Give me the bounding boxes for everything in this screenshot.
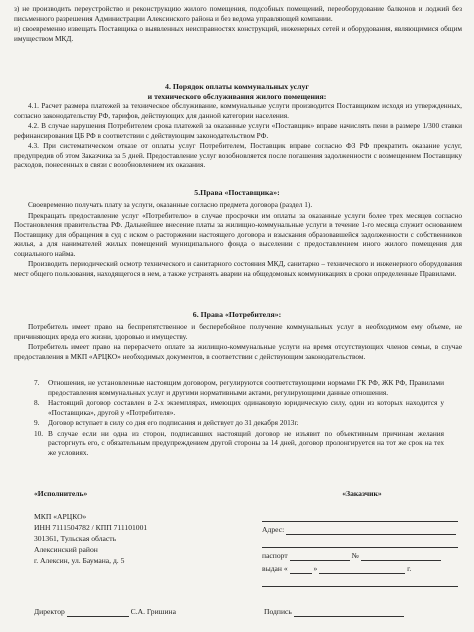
executor-inn: ИНН 7111504782 / КПП 711101001 <box>34 523 148 532</box>
executor-address-line1: 301361, Тульская область <box>34 534 117 543</box>
section5-body <box>14 200 462 279</box>
executor-address-line3: г. Алексин, ул. Баумана, д. 5 <box>34 556 125 565</box>
director-signature-line <box>34 606 254 617</box>
clause-item: 8. Настоящий договор составлен в 2-х экземплярах, имеющих одинаковую юридическую силу, один из которых находится у «Поставщика», другой у «Потребителя». <box>34 398 444 417</box>
customer-address-line <box>262 524 462 537</box>
director-label: Директор <box>34 607 65 616</box>
customer-extra-line <box>262 576 462 589</box>
paragraph-4-2: 4.2. В случае нарушения Потребителем срока платежей за оказанные услуги «Поставщик» вправе начислять пени в размере 1/300 ставки рефинансирования ЦБ РФ в соответствии с действующим законодательством РФ. <box>14 121 462 140</box>
customer-passport-line <box>262 550 462 563</box>
customer-issued-line: выдан « » г. <box>262 564 412 573</box>
executor-address-line2: Алексинский район <box>34 545 98 554</box>
address-label: Адрес: <box>262 525 285 534</box>
paragraph-6-1: Потребитель имеет право на беспрепятственное и бесперебойное получение коммунальных услуг в необходимом ему объеме, не причиняющих вреда его жизни, здоровью и имуществу. <box>14 322 462 341</box>
section4-body <box>14 101 462 171</box>
signature-underline <box>294 608 404 617</box>
clause-item: 9. Договор вступает в силу со дня его подписания и действует до 31 декабря 2013г. <box>34 418 299 427</box>
director-name: С.А. Гришина <box>130 607 176 616</box>
clause-z: з) не производить переустройство и реконструкцию жилого помещения, подсобных помещений, переоборудование балконов и лоджий без письменного разрешения Администрации Алексинского района и без ведома управляющей компании. <box>14 4 462 23</box>
paragraph-4-3: 4.3. При систематическом отказе от оплаты услуг Потребителем, Поставщик вправе согласно ФЗ РФ прекратить оказание услуг, предупредив об этом Заказчика за 5 дней. Предоставление услуг возобновляется после погашения задолженности с возмещением Поставщику расходов, понесенных в связи с возобновлением их оказания. <box>14 141 462 169</box>
signature-underline <box>67 608 129 617</box>
customer-address-line2 <box>262 537 462 550</box>
passport-label: паспорт <box>262 551 288 560</box>
clause-item: 7. Отношения, не установленные настоящим договором, регулируются соответствующими нормами ГК РФ, ЖК РФ, Правилами предоставления коммунальных услуг и другими нормативными актами, регулирующими данные отношения. <box>34 378 444 397</box>
customer-name-line <box>262 511 462 524</box>
customer-block <box>262 488 462 589</box>
rights-continuation <box>14 4 462 44</box>
paragraph-5-1: Своевременно получать плату за услуги, оказанные согласно предмета договора (раздел 1). <box>28 200 313 209</box>
clause-item: 10. В случае если ни одна из сторон, подписавших настоящий договор не изъявит по объективным причинам желания расторгнуть его, с обязательным предупреждением другой стороны за 14 дней, договор пролонгируется на тот же срок на тех же условиях. <box>34 428 444 457</box>
executor-name: МКП «АРЦКО» <box>34 512 87 521</box>
final-clauses <box>34 378 444 458</box>
issued-label: выдан « <box>262 564 288 573</box>
paragraph-5-2: Прекращать предоставление услуг «Потребителю» в случае просрочки им оплаты за оказанные услуги более трех месяцев согласно Постановления правительства РФ. Дальнейшее внесение платы за жилищно-коммунальные услуги в течение 1-го месяца служит основанием Поставщику для обращения в суд с иском о расторжении настоящего договора и взыскания образовавшейся задолженности с собственников жилья, а для нанимателей жилых помещений муниципального фонда о выселении с предоставлением иного жилого помещения для социального найма. <box>14 210 462 258</box>
customer-title: «Заказчик» <box>342 489 382 498</box>
paragraph-6-2: Потребитель имеет право на перерасчето оплате за жилищно-коммунальные услуги на время отсутствующих членов семьи, в случае предоставления в МКП «АРЦКО» необходимых документов, в соответствии с действующим законодательством. <box>14 342 462 361</box>
executor-block <box>34 488 234 566</box>
signature-label: Подпись <box>264 607 292 616</box>
executor-title: «Исполнитель» <box>34 489 88 498</box>
section6-body <box>14 322 462 362</box>
paragraph-4-1: 4.1. Расчет размера платежей за техническое обслуживание, коммунальные услуги производится Поставщиком исходя из утвержденных, согласно законодательству РФ, тарифов, действующих для данной категории населения. <box>14 101 462 120</box>
section5-title: 5.Права «Поставщика»: <box>194 188 280 197</box>
section6-title: 6. Права «Потребителя»: <box>192 310 282 319</box>
clause-i: и) своевременно извещать Поставщика о выявленных неисправностях конструкций, инженерных сетей и оборудования, являющимися общим имуществом МКД. <box>14 24 462 43</box>
customer-signature-line <box>264 606 464 617</box>
number-sign: № <box>351 551 359 560</box>
section4-title: 4. Порядок оплаты коммунальных услуг и технического обслуживания жилого помещения: <box>147 82 327 101</box>
paragraph-5-3: Производить периодический осмотр технического и санитарного состояния МКД, санитарно – технического и инженерного оборудования мест общего пользования, находящегося в нем, а также устранять аварии на общедомовых коммуникациях в сроки определенные Правилами. <box>14 259 462 278</box>
